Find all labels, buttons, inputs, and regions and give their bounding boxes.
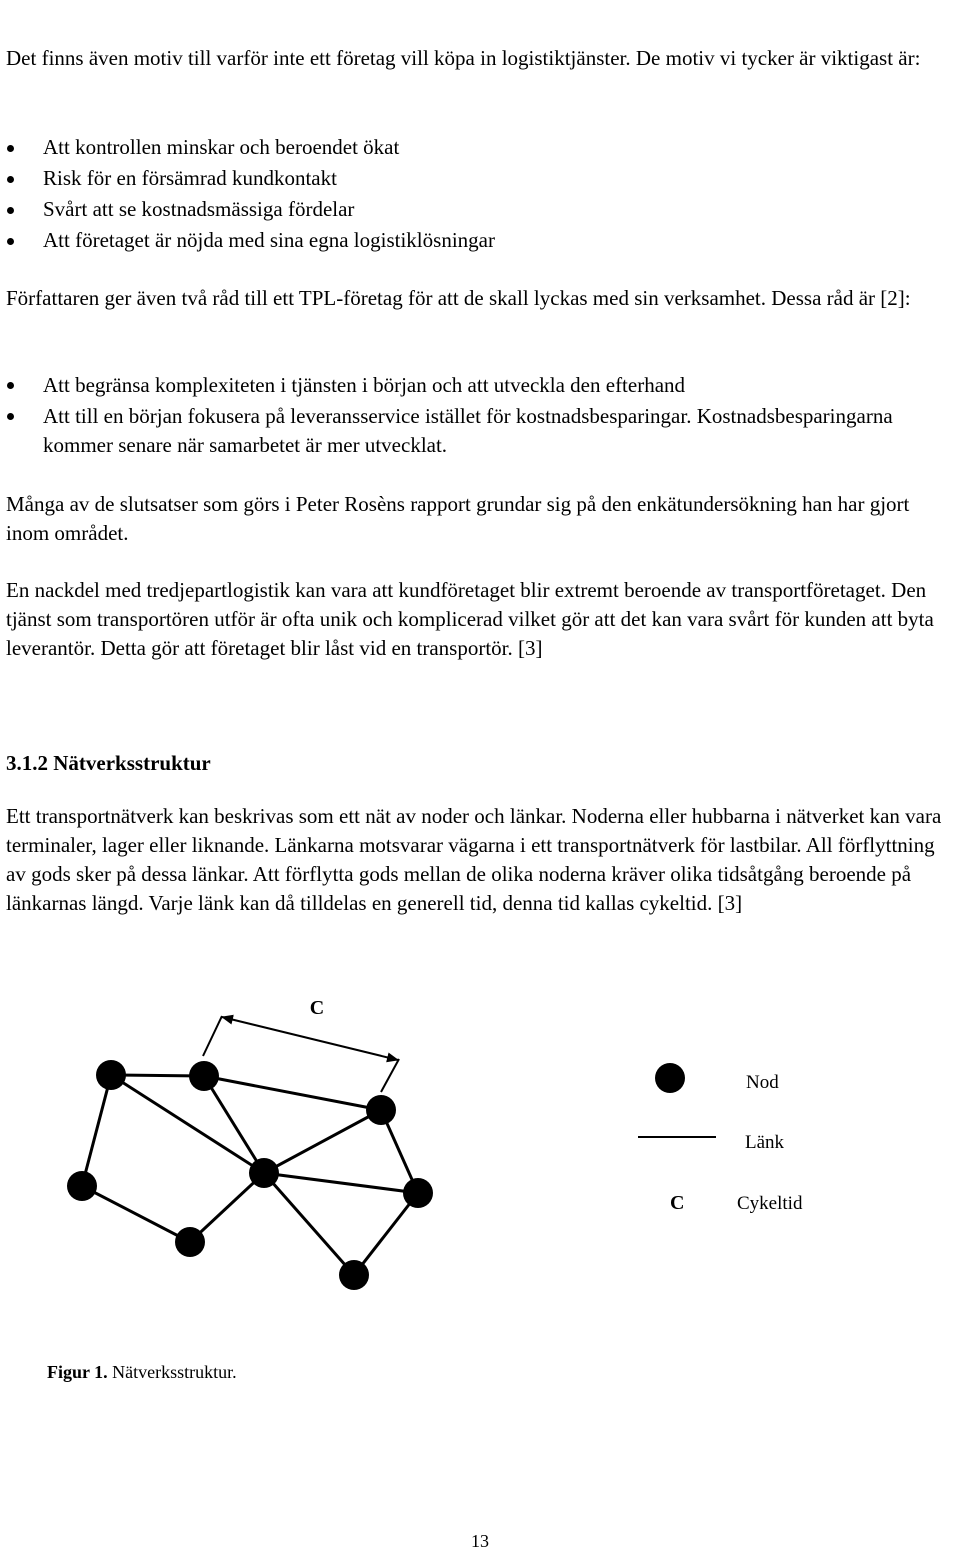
link-line [264,1110,381,1173]
link-line [264,1173,418,1193]
legend-cycle-symbol: C [670,1192,685,1214]
bullet-icon [7,413,14,420]
cycle-time-label: C [309,997,325,1019]
legend-node-icon [655,1063,685,1093]
page-number: 13 [471,1531,489,1551]
section-heading: 3.1.2 Nätverksstruktur [6,751,211,775]
paragraph-network: Ett transportnätverk kan beskrivas som ett nät av noder och länkar. Noderna eller hubbarna i nätverket kan vara terminaler, lager eller liknande. Länkarna motsvarar vägarna i ett transportnätverk för lastbilar. All förflyttning av gods sker på dessa länkar. Att förflytta gods mellan de olika noderna kräver olika tidsåtgång beroende på länkarnas längd. Varje länk kan då tilldelas en generell tid, denna tid kallas cykeltid. [3] [6,804,942,915]
list-item: Att begränsa komplexiteten i tjänsten i början och att utveckla den efterhand [6,371,946,400]
link-line [190,1173,264,1242]
paragraph-motives-intro: Det finns även motiv till varför inte ett företag vill köpa in logistiktjänster. De motiv vi tycker är viktigast är: [6,46,921,70]
figure-legend [638,1063,803,1214]
link-line [204,1076,264,1173]
paragraph-disadvantage: En nackdel med tredjepartlogistik kan vara att kundföretaget blir extremt beroende av transportföretaget. Den tjänst som transportören utför är ofta unik och komplicerad vilket gör att det kan vara svårt för kunden att byta leverantör. Detta gör att företaget blir låst vid en transportör. [3] [6,578,934,660]
link-line [204,1076,381,1110]
node [96,1060,126,1090]
list-item: Att till en början fokusera på leveransservice istället för kostnadsbesparingar. Kostnadsbesparingarna kommer senare när samarbetet är mer utvecklat. [6,402,946,460]
link-line [354,1193,418,1275]
list-item: Att kontrollen minskar och beroendet ökat [6,132,946,163]
figure-caption-label: Figur 1. [47,1362,108,1382]
legend-node-label: Nod [746,1072,779,1093]
link-line [264,1173,354,1275]
list-item: Svårt att se kostnadsmässiga fördelar [6,194,946,225]
node [189,1061,219,1091]
node [339,1260,369,1290]
motives-list [6,132,946,256]
link-line [82,1186,190,1242]
paragraph-conclusions: Många av de slutsatser som görs i Peter Rosèns rapport grundar sig på den enkätundersökning han har gjort inom området. [6,492,910,545]
link-line [111,1075,264,1173]
list-item: Att företaget är nöjda med sina egna logistiklösningar [6,225,946,256]
bullet-icon [7,238,14,245]
paragraph-advice-intro: Författaren ger även två råd till ett TPL-företag för att de skall lyckas med sin verksamhet. Dessa råd är [2]: [6,286,911,310]
node [366,1095,396,1125]
list-item: Risk för en försämrad kundkontakt [6,163,946,194]
legend-cycle-label: Cykeltid [737,1193,803,1214]
node [403,1178,433,1208]
legend-link-label: Länk [745,1132,785,1153]
network-nodes [67,1060,433,1290]
bullet-icon [7,145,14,152]
network-figure [0,980,960,1340]
node [175,1227,205,1257]
advice-list [6,371,946,460]
figure-caption [47,1359,237,1385]
link-line [82,1075,111,1186]
node [67,1171,97,1201]
figure-caption-text: Nätverksstruktur. [107,1362,237,1382]
bullet-icon [7,207,14,214]
node [249,1158,279,1188]
bullet-icon [7,382,14,389]
bullet-icon [7,176,14,183]
